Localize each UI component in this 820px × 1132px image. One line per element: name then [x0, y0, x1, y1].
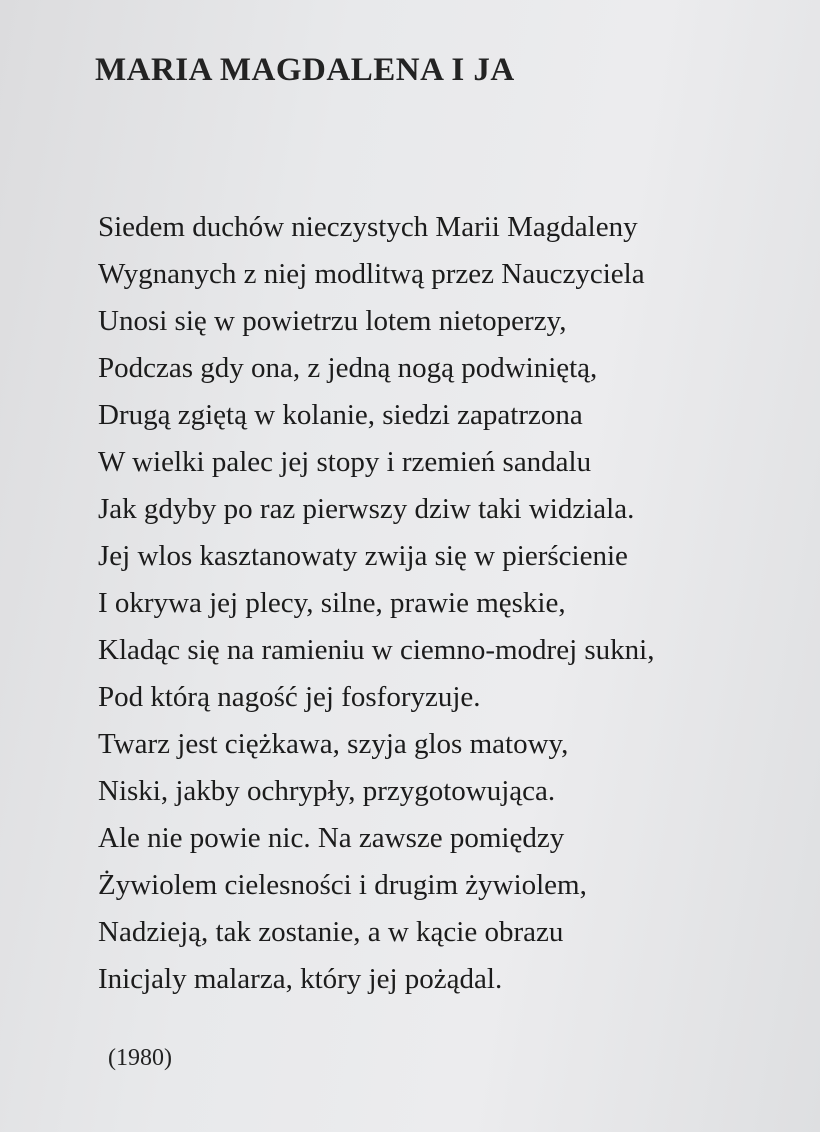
poem-line: Kladąc się na ramieniu w ciemno-modrej sukni,	[98, 634, 655, 666]
poem-line: Niski, jakby ochrypły, przygotowująca.	[98, 775, 556, 807]
poem-line: Pod którą nagość jej fosforyzuje.	[98, 681, 481, 713]
poem-line: Wygnanych z niej modlitwą przez Nauczyciela	[98, 258, 645, 290]
poem-line: Nadzieją, tak zostanie, a w kącie obrazu	[98, 916, 564, 948]
poem-line: Ale nie powie nic. Na zawsze pomiędzy	[98, 822, 565, 854]
poem-line: Inicjaly malarza, który jej pożądal.	[98, 963, 503, 995]
poem-stanza	[98, 204, 654, 1003]
poem-line: Siedem duchów nieczystych Marii Magdaleny	[98, 211, 638, 243]
poem-title: MARIA MAGDALENA I JA	[95, 52, 515, 88]
poem-line: Jej wlos kasztanowaty zwija się w pierścienie	[98, 540, 628, 572]
poem-line: W wielki palec jej stopy i rzemień sandalu	[98, 446, 592, 478]
poem-date: (1980)	[108, 1045, 172, 1071]
poem-line: Unosi się w powietrzu lotem nietoperzy,	[98, 305, 567, 337]
poem-line: Twarz jest ciężkawa, szyja glos matowy,	[98, 728, 569, 760]
poem-line: I okrywa jej plecy, silne, prawie męskie,	[98, 587, 566, 619]
poem-line: Jak gdyby po raz pierwszy dziw taki widziala.	[98, 493, 635, 525]
poem-line: Żywiolem cielesności i drugim żywiolem,	[98, 869, 587, 901]
poem-line: Drugą zgiętą w kolanie, siedzi zapatrzona	[98, 399, 583, 431]
poem-line: Podczas gdy ona, z jedną nogą podwiniętą,	[98, 352, 598, 384]
